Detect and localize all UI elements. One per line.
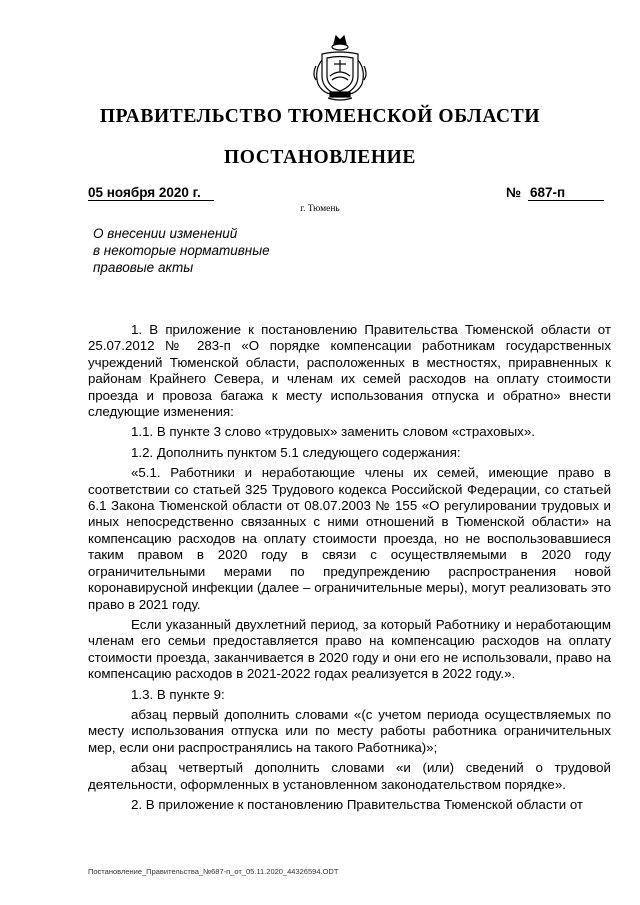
body-paragraph: 1.3. В пункте 9:	[131, 686, 225, 702]
body-paragraph: абзац четвертый дополнить словами «и (или) сведений о трудовой деятельности, оформленных в установленном законодательством порядке».	[88, 760, 611, 792]
number-label: №	[506, 185, 522, 200]
coat-of-arms-icon	[310, 30, 370, 104]
body-paragraph: Если указанный двухлетний период, за который Работнику и неработающим членам его семьи предоставляется право на компенсацию расходов на оплату стоимости проезда, заканчивается в 2020 году и они его не использовали, право на компенсацию расходов в 2021-2022 годах реализуется в 2022 году.».	[88, 616, 611, 682]
body-paragraph: абзац первый дополнить словами «(с учетом периода осуществляемых по месту использования отпуска или по месту работы работника ограничительных мер, если они распространялись на такого Работника)»;	[88, 706, 611, 755]
document-date: 05 ноября 2020 г.	[88, 185, 214, 201]
document-subject	[93, 225, 333, 276]
document-body	[88, 322, 611, 817]
body-paragraph: 1.2. Дополнить пунктом 5.1 следующего содержания:	[131, 444, 461, 460]
body-paragraph: «5.1. Работники и неработающие члены их семей, имеющие право в соответствии со статьей 325 Трудового кодекса Российской Федерации, со статьей 6.1 Закона Тюменской области от 08.07.2003 № 155 «О регулировании трудовых и иных непосредственно связанных с ними отношений в Тюменской области» на компенсацию расходов на оплату стоимости проезда, но не воспользовавшиеся таким правом в 2020 году в связи с осуществляемыми в 2020 году ограничительными мерами по предупреждению распространения новой коронавирусной инфекции (далее – ограничительные меры), могут реализовать это право в 2021 году.	[88, 465, 611, 612]
subject-line: О внесении изменений	[93, 226, 238, 241]
body-paragraph: 1. В приложение к постановлению Правительства Тюменской области от 25.07.2012 № 283-п «О порядке компенсации работникам государственных учреждений Тюменской области, расположенных в местностях, приравненных к районам Крайнего Севера, и членам их семей расходов на оплату стоимости проезда и провоза багажа к месту использования отпуска и обратно» внести следующие изменения:	[88, 322, 611, 420]
file-name-footer: Постановление_Правительства_№687-п_от_05.11.2020_44326594.ODT	[88, 867, 339, 876]
document-number: 687-п	[528, 185, 604, 201]
subject-line: правовые акты	[93, 260, 194, 275]
body-paragraph: 1.1. В пункте 3 слово «трудовых» заменить словом «страховых».	[131, 424, 535, 440]
city-label: г. Тюмень	[300, 204, 340, 214]
document-type: ПОСТАНОВЛЕНИЕ	[223, 147, 417, 168]
body-paragraph: 2. В приложение к постановлению Правительства Тюменской области от	[131, 796, 584, 812]
subject-line: в некоторые нормативные	[93, 243, 270, 258]
organization-title: ПРАВИТЕЛЬСТВО ТЮМЕНСКОЙ ОБЛАСТИ	[99, 106, 541, 127]
